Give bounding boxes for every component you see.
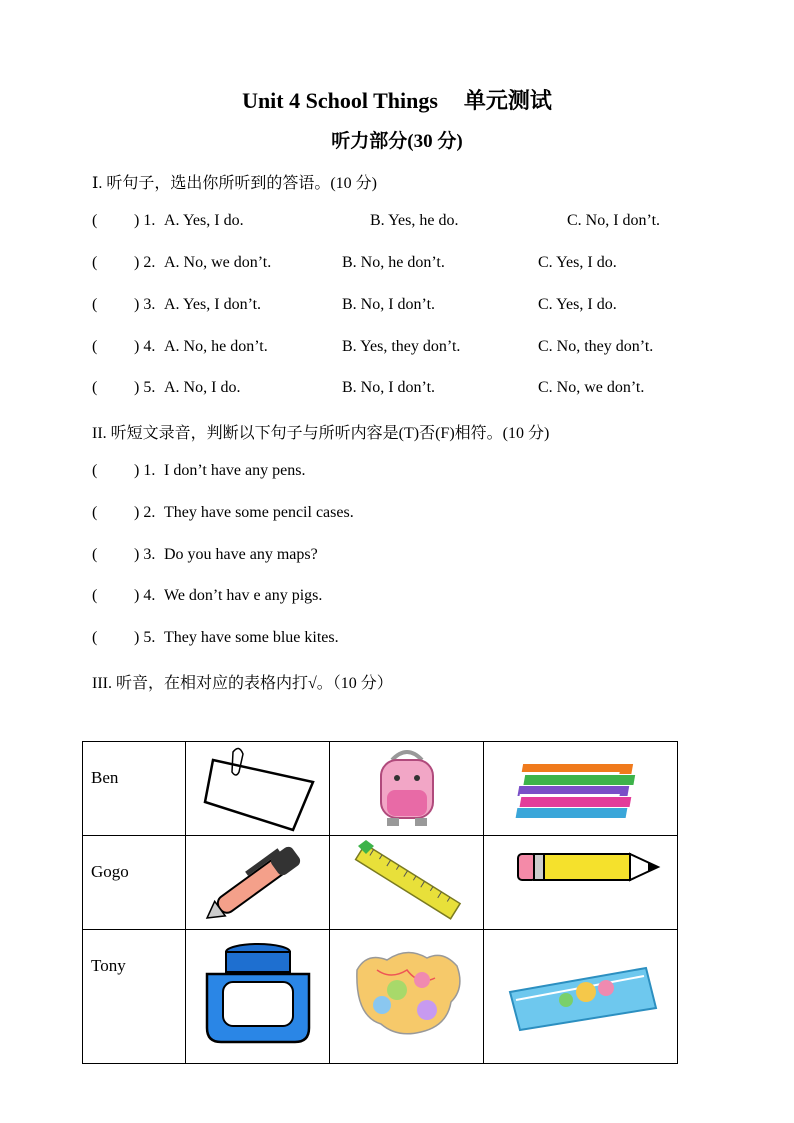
option-b: B. Yes, he do. (370, 212, 459, 229)
section1-heading: Ⅰ. 听句子，选出你所听到的答语。(10 分) (92, 175, 377, 192)
statement-number: ) 2. (134, 504, 156, 521)
option-c: C. No, they don’t. (538, 338, 654, 355)
ink-bottle-icon (193, 930, 323, 1060)
answer-cell[interactable] (330, 836, 484, 930)
answer-blank[interactable]: ( (92, 504, 98, 521)
question-number: ) 3. (134, 296, 156, 313)
statement-text: Do you have any maps? (164, 546, 318, 563)
question-number: ) 5. (134, 379, 156, 396)
answer-blank[interactable]: ( (92, 296, 98, 313)
option-c: C. No, we don’t. (538, 379, 645, 396)
option-a: A. Yes, I don’t. (164, 296, 262, 313)
row-name: Tony (83, 930, 186, 1064)
statement-text: I don’t have any pens. (164, 462, 306, 479)
pen-icon (193, 836, 323, 926)
answer-blank[interactable]: ( (92, 629, 98, 646)
section-subtitle: 听力部分(30 分) (331, 131, 463, 152)
page-title (0, 84, 794, 115)
option-c: C. No, I don’t. (567, 212, 661, 229)
statement-text: They have some pencil cases. (164, 504, 354, 521)
statement-number: ) 3. (134, 546, 156, 563)
pencil-icon (496, 836, 666, 926)
statement-text: They have some blue kites. (164, 629, 339, 646)
schoolbag-icon (347, 742, 467, 832)
pencil-case-icon (496, 930, 666, 1060)
answer-blank[interactable]: ( (92, 587, 98, 604)
answer-cell[interactable] (484, 742, 678, 836)
title-english: Unit 4 School Things (242, 88, 438, 113)
option-a: A. No, we don’t. (164, 254, 272, 271)
option-a: A. Yes, I do. (164, 212, 244, 229)
question-number: ) 4. (134, 338, 156, 355)
option-b: B. No, I don’t. (342, 296, 436, 313)
paper-icon (193, 742, 323, 832)
option-b: B. No, he don’t. (342, 254, 445, 271)
option-a: A. No, he don’t. (164, 338, 268, 355)
option-b: B. Yes, they don’t. (342, 338, 461, 355)
statement-number: ) 1. (134, 462, 156, 479)
section2-heading: II. 听短文录音，判断以下句子与所听内容是(T)否(F)相符。(10 分) (92, 425, 550, 442)
map-icon (337, 930, 477, 1060)
answer-cell[interactable] (186, 836, 330, 930)
row-name: Ben (83, 742, 186, 836)
statement-number: ) 4. (134, 587, 156, 604)
answer-table (82, 741, 678, 1064)
ruler-icon (342, 836, 472, 926)
statement-text: We don’t hav e any pigs. (164, 587, 323, 604)
books-icon (501, 742, 661, 832)
answer-blank[interactable]: ( (92, 338, 98, 355)
answer-blank[interactable]: ( (92, 462, 98, 479)
option-b: B. No, I don’t. (342, 379, 436, 396)
option-a: A. No, I do. (164, 379, 241, 396)
answer-blank[interactable]: ( (92, 254, 98, 271)
title-chinese: 单元测试 (463, 88, 552, 113)
question-number: ) 1. (134, 212, 156, 229)
answer-cell[interactable] (186, 742, 330, 836)
answer-cell[interactable] (330, 742, 484, 836)
option-c: C. Yes, I do. (538, 296, 617, 313)
answer-blank[interactable]: ( (92, 212, 98, 229)
answer-blank[interactable]: ( (92, 546, 98, 563)
answer-cell[interactable] (484, 836, 678, 930)
answer-cell[interactable] (186, 930, 330, 1064)
answer-blank[interactable]: ( (92, 379, 98, 396)
row-name: Gogo (83, 836, 186, 930)
answer-cell[interactable] (484, 930, 678, 1064)
question-number: ) 2. (134, 254, 156, 271)
section3-heading: III. 听音，在相对应的表格内打√。（10 分） (92, 675, 393, 692)
statement-number: ) 5. (134, 629, 156, 646)
option-c: C. Yes, I do. (538, 254, 617, 271)
answer-cell[interactable] (330, 930, 484, 1064)
